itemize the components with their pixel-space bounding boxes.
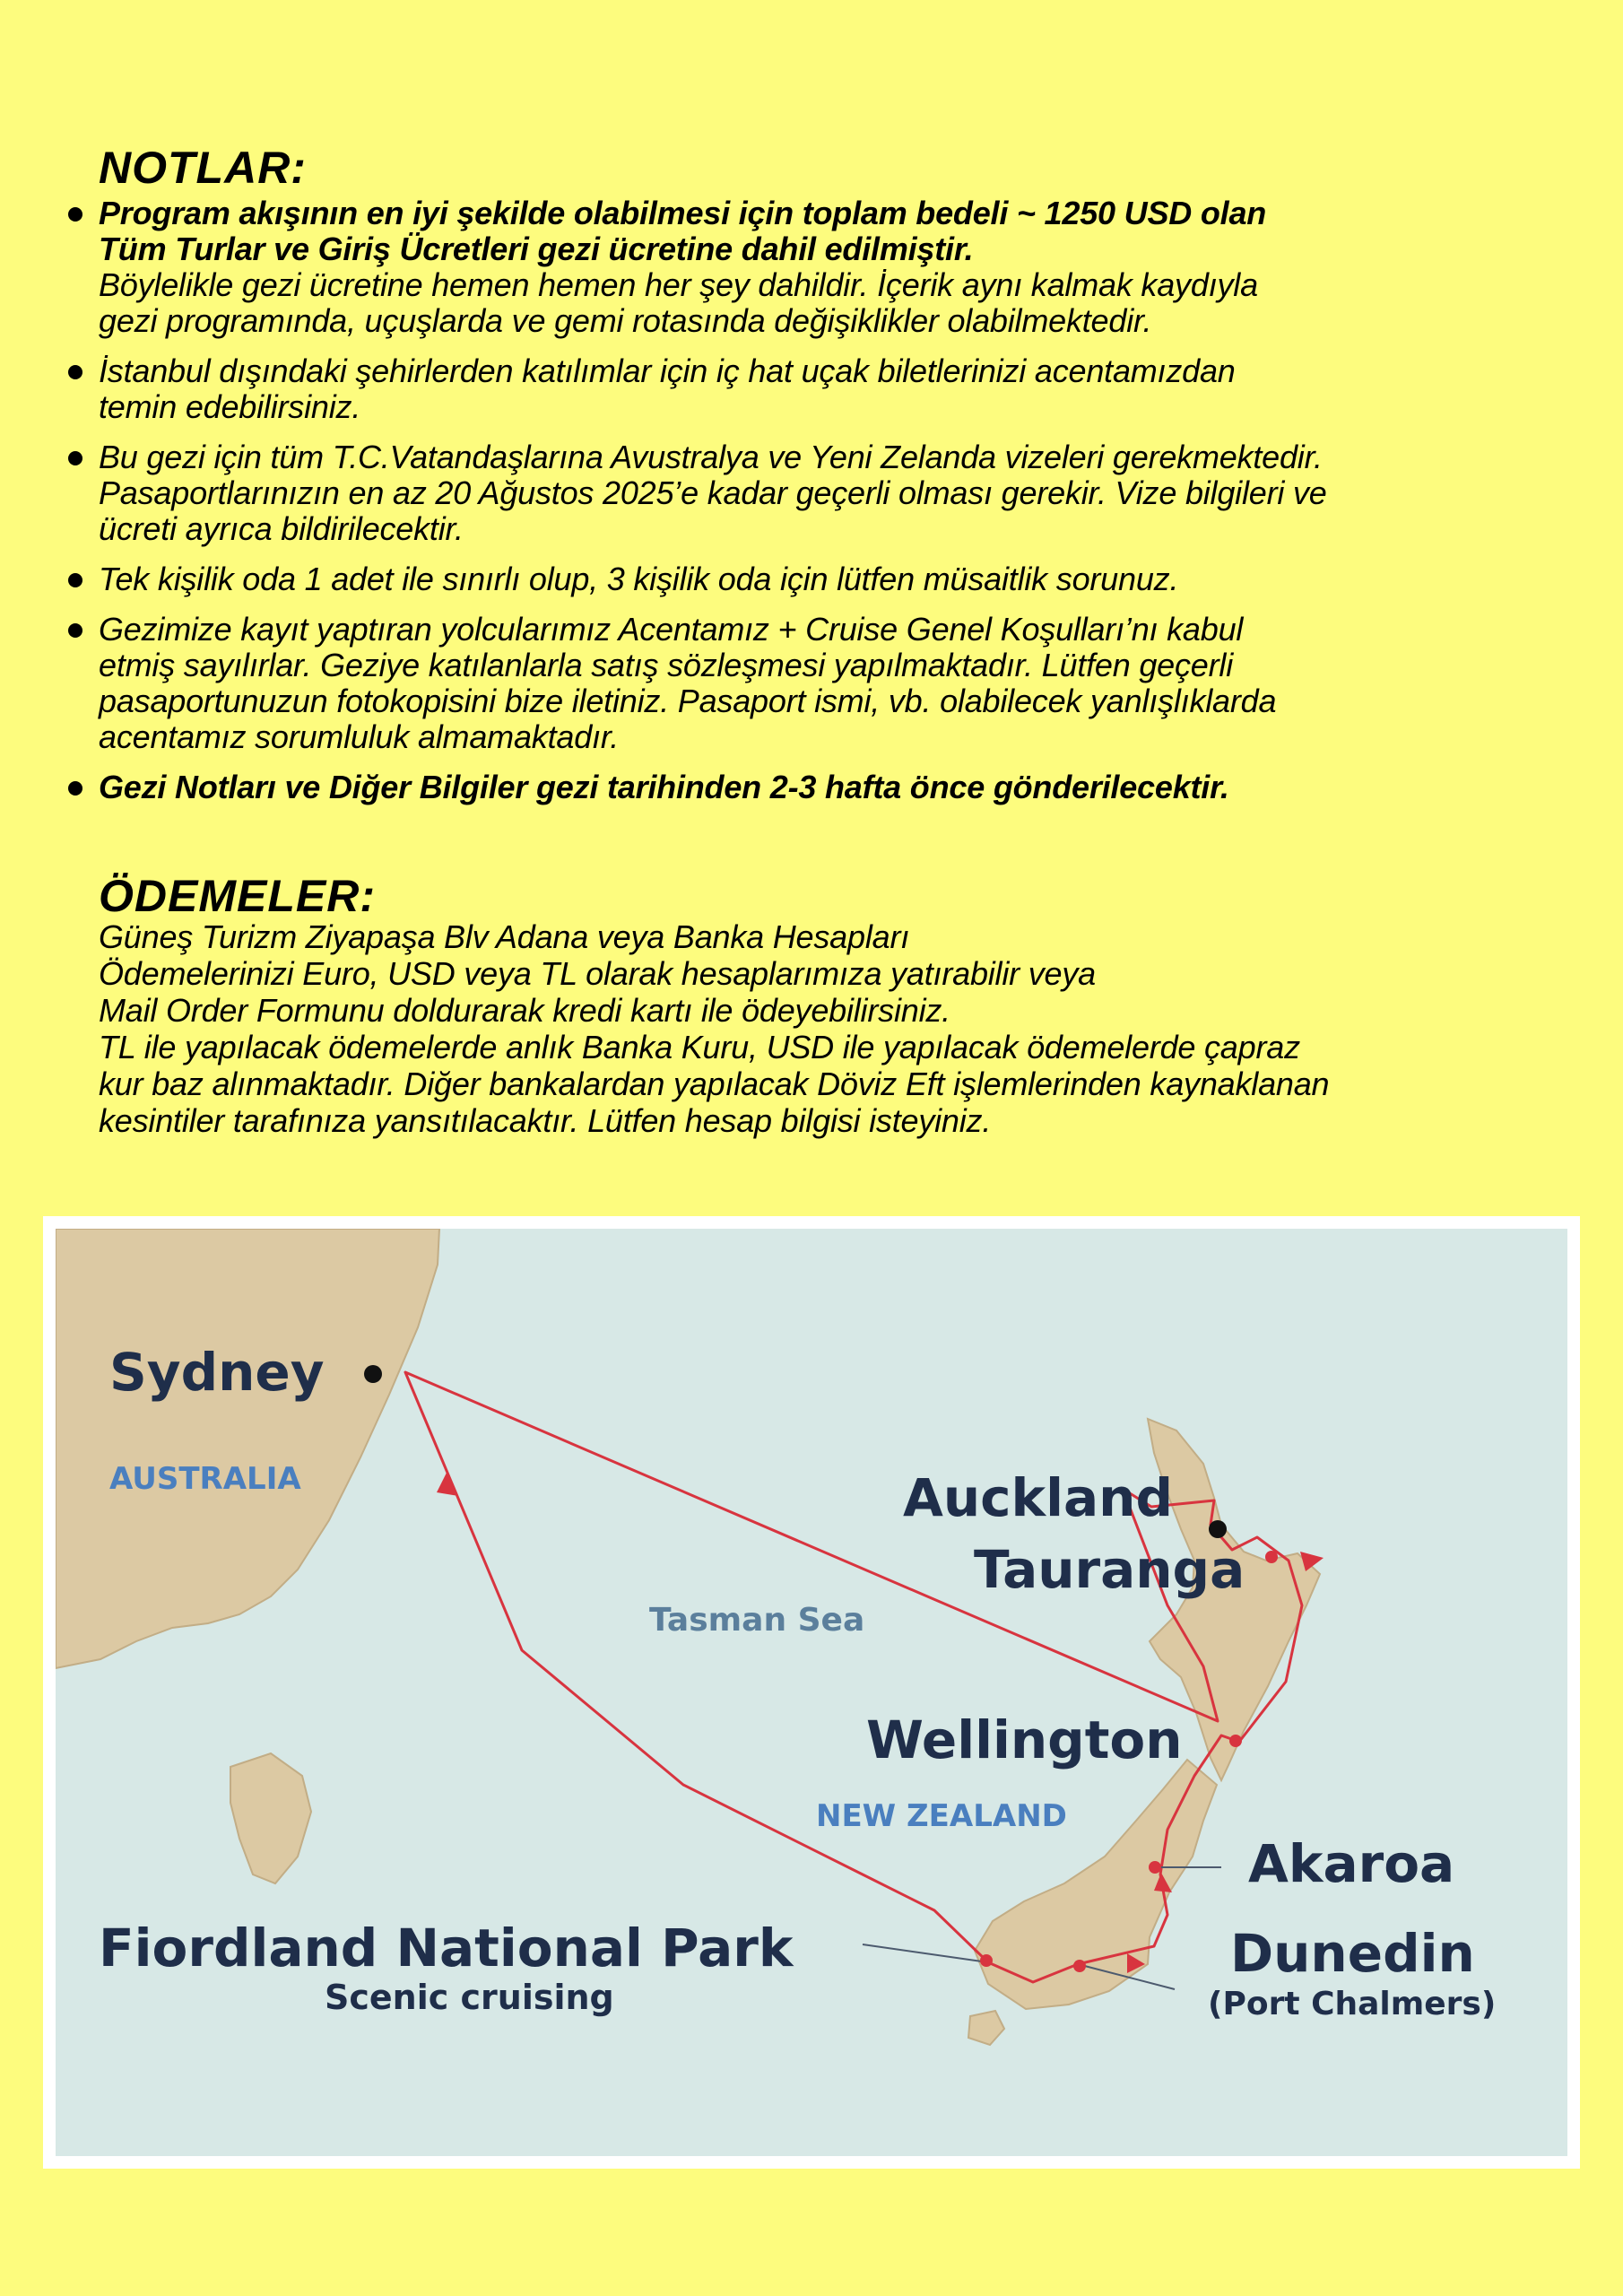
fiordland-dot-icon xyxy=(980,1954,993,1967)
note-item xyxy=(63,353,1587,425)
dunedin-sub-label: (Port Chalmers) xyxy=(1208,1986,1497,2022)
fiordland-label: Fiordland National Park xyxy=(99,1918,794,1979)
route-map xyxy=(43,1216,1580,2169)
note-text: acentamız sorumluluk almamaktadır. xyxy=(99,718,620,755)
note-item xyxy=(63,439,1587,547)
note-item xyxy=(63,612,1587,755)
note-text: Tüm Turlar ve Giriş Ücretleri gezi ücretine dahil edilmiştir. xyxy=(99,230,974,267)
payment-line: Güneş Turizm Ziyapaşa Blv Adana veya Banka Hesapları xyxy=(99,918,910,955)
dunedin-dot-icon xyxy=(1073,1960,1086,1972)
payments-heading: ÖDEMELER: xyxy=(99,871,376,921)
payment-line: kur baz alınmaktadır. Diğer bankalardan yapılacak Döviz Eft işlemlerinden kaynaklanan xyxy=(99,1065,1330,1102)
note-text: ücreti ayrıca bildirilecektir. xyxy=(99,510,464,547)
note-text: İstanbul dışındaki şehirlerden katılımlar için iç hat uçak biletlerinizi acentamızdan xyxy=(99,352,1236,389)
note-text: Gezi Notları ve Diğer Bilgiler gezi tarihinden 2-3 hafta önce gönderilecektir. xyxy=(99,769,1229,805)
auckland-dot-icon xyxy=(1209,1520,1227,1538)
note-text: temin edebilirsiniz. xyxy=(99,388,361,425)
bullet-icon xyxy=(68,623,82,638)
note-text: gezi programında, uçuşlarda ve gemi rotasında değişiklikler olabilmektedir. xyxy=(99,302,1152,339)
australia-label: AUSTRALIA xyxy=(109,1461,301,1497)
note-item xyxy=(63,561,1587,597)
wellington-dot-icon xyxy=(1229,1735,1242,1747)
akaroa-label: Akaroa xyxy=(1248,1833,1455,1894)
tasman-sea-label: Tasman Sea xyxy=(649,1602,865,1639)
sydney-label: Sydney xyxy=(109,1342,325,1403)
note-text: Tek kişilik oda 1 adet ile sınırlı olup, 3 kişilik oda için lütfen müsaitlik sorunuz. xyxy=(99,561,1179,597)
notes-list xyxy=(63,196,1587,820)
fiordland-sub-label: Scenic cruising xyxy=(325,1978,614,2017)
bullet-icon xyxy=(68,573,82,587)
payment-line: TL ile yapılacak ödemelerde anlık Banka Kuru, USD ile yapılacak ödemelerde çapraz xyxy=(99,1029,1300,1065)
payment-line: Mail Order Formunu doldurarak kredi kartı ile ödeyebilirsiniz. xyxy=(99,992,950,1029)
bullet-icon xyxy=(68,781,82,796)
note-item xyxy=(63,196,1587,339)
tauranga-label: Tauranga xyxy=(974,1539,1245,1600)
payments-text xyxy=(99,918,1605,1139)
note-text: Program akışının en iyi şekilde olabilmesi için toplam bedeli ~ 1250 USD olan xyxy=(99,195,1267,231)
auckland-label: Auckland xyxy=(903,1467,1173,1528)
sydney-dot-icon xyxy=(364,1365,382,1383)
note-item xyxy=(63,770,1587,805)
note-text: pasaportunuzun fotokopisini bize iletiniz. Pasaport ismi, vb. olabilecek yanlışlıklarda xyxy=(99,683,1277,719)
tauranga-dot-icon xyxy=(1265,1551,1278,1563)
note-text: etmiş sayılırlar. Geziye katılanlarla satış sözleşmesi yapılmaktadır. Lütfen geçerli xyxy=(99,647,1234,683)
akaroa-dot-icon xyxy=(1149,1861,1161,1874)
bullet-icon xyxy=(68,207,82,222)
note-text: Gezimize kayıt yaptıran yolcularımız Acentamız + Cruise Genel Koşulları’nı kabul xyxy=(99,611,1244,648)
note-text: Bu gezi için tüm T.C.Vatandaşlarına Avustralya ve Yeni Zelanda vizeleri gerekmektedir. xyxy=(99,439,1323,475)
payment-line: Ödemelerinizi Euro, USD veya TL olarak hesaplarımıza yatırabilir veya xyxy=(99,955,1096,992)
dunedin-label: Dunedin xyxy=(1230,1923,1475,1984)
bullet-icon xyxy=(68,365,82,379)
new-zealand-label: NEW ZEALAND xyxy=(816,1798,1067,1834)
note-text: Böylelikle gezi ücretine hemen hemen her şey dahildir. İçerik aynı kalmak kaydıyla xyxy=(99,266,1258,303)
wellington-label: Wellington xyxy=(866,1709,1183,1770)
payment-line: kesintiler tarafınıza yansıtılacaktır. Lütfen hesap bilgisi isteyiniz. xyxy=(99,1102,992,1139)
bullet-icon xyxy=(68,451,82,465)
notes-heading: NOTLAR: xyxy=(99,143,307,193)
note-text: Pasaportlarınızın en az 20 Ağustos 2025’e kadar geçerli olması gerekir. Vize bilgileri ve xyxy=(99,474,1327,511)
route-map-svg xyxy=(56,1229,1567,2156)
